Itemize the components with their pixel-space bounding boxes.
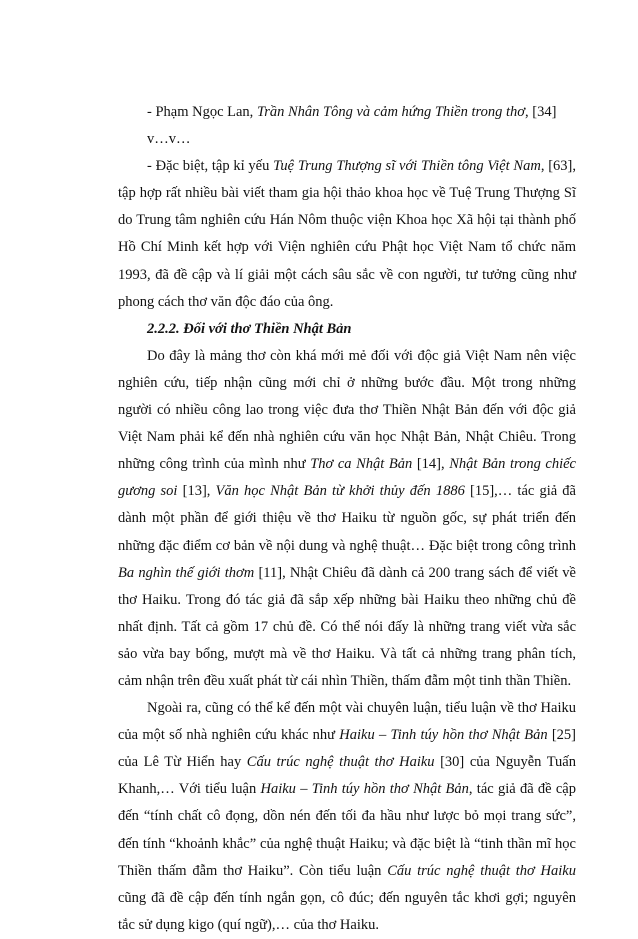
paragraph-reference-list-item: - Phạm Ngọc Lan, Trần Nhân Tông và cảm hứng Thiền trong thơ, [34] [147, 104, 557, 120]
body-text [118, 99, 576, 939]
paragraph-japanese-zen-poetry: Do đây là mảng thơ còn khá mới mẻ đối với độc giả Việt Nam nên việc nghiên cứu, tiếp nhận cũng mới chỉ ở những bước đầu. Một trong những người có nhiều công lao trong việc đưa thơ Thiền Nhật Bản đến với độc giả Việt Nam phải kể đến nhà nghiên cứu văn học Nhật Bản, Nhật Chiêu. Trong những công trình của mình như Thơ ca Nhật Bản [14], Nhật Bản trong chiếc gương soi [13], Văn học Nhật Bản từ khởi thủy đến 1886 [15],… tác giả đã dành một phần để giới thiệu về thơ Haiku từ nguồn gốc, sự phát triển đến những đặc điểm cơ bản về nội dung và nghệ thuật… Đặc biệt trong công trình Ba nghìn thế giới thơm [11], Nhật Chiêu đã dành cả 200 trang sách để viết về thơ Haiku. Trong đó tác giả đã sắp xếp những bài Haiku theo những chủ đề nhất định. Tất cả gồm 17 chủ đề. Có thể nói đấy là những trang viết vừa sắc sảo vừa bay bổng, mượt mà về thơ Haiku. Và tất cả những trang phân tích, cảm nhận trên đều xuất phát từ cái nhìn Thiền, thấm đẫm một tinh thần Thiền. [118, 347, 576, 689]
paragraph-etc: v…v… [147, 131, 191, 148]
paragraph-conference-proceedings: - Đặc biệt, tập kỉ yếu Tuệ Trung Thượng sĩ với Thiền tông Việt Nam, [63], tập hợp rất nhiều bài viết tham gia hội thảo khoa học về Tuệ Trung Thượng Sĩ do Trung tâm nghiên cứu Hán Nôm thuộc viện Khoa học Xã hội tại thành phố Hồ Chí Minh kết hợp với Viện nghiên cứu Phật học Việt Nam tổ chức năm 1993, đã đề cập và lí giải một cách sâu sắc về con người, tư tưởng cũng như phong cách thơ văn độc đáo của ông. [118, 158, 576, 310]
section-heading: 2.2.2. Đối với thơ Thiền Nhật Bản [147, 320, 352, 337]
paragraph-other-studies: Ngoài ra, cũng có thể kể đến một vài chuyên luận, tiểu luận về thơ Haiku của một số nhà nghiên cứu khác như Haiku – Tinh túy hồn thơ Nhật Bản [25] của Lê Từ Hiển hay Cấu trúc nghệ thuật thơ Haiku [30] của Nguyễn Tuấn Khanh,… Với tiểu luận Haiku – Tinh túy hồn thơ Nhật Bản, tác giả đã đề cập đến “tính chất cô đọng, dồn nén đến tối đa hầu như lược bỏ mọi trang sức”, đến tính “khoảnh khắc” của nghệ thuật Haiku; và đặc biệt là “tinh thần mĩ học Thiền thấm đẫm thơ Haiku”. Còn tiểu luận Cấu trúc nghệ thuật thơ Haiku cũng đã đề cập đến tính ngắn gọn, cô đúc; đến nguyên tắc khơi gợi; nguyên tắc sử dụng kigo (quí ngữ),… của thơ Haiku. [118, 700, 576, 933]
